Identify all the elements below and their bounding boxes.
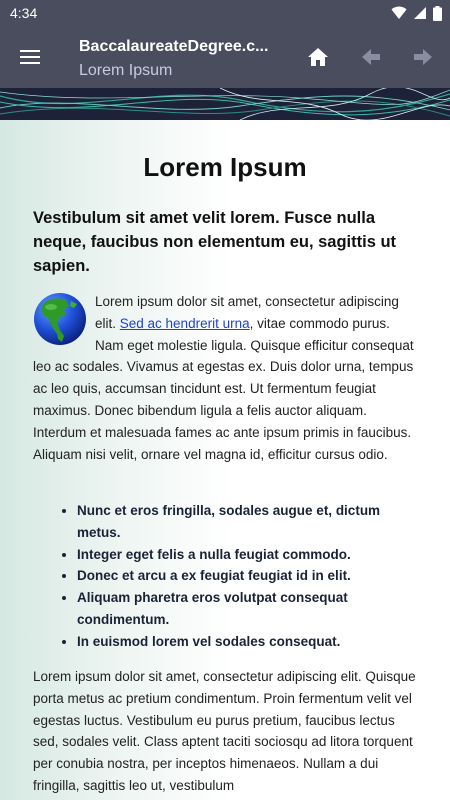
battery-icon (433, 6, 442, 21)
home-button[interactable] (305, 44, 331, 70)
intro-text-after: , vitae commodo purus. Nam eget molestie ligula. Quisque efficitur consequat leo ac sodales. Vivamus at egestas ex. Duis dolor urna, tempus ac leo quis, accumsan tincidunt est. Ut fermentum feugiat maximus. Donec bibendum ligula a felis auctor aliquam. Interdum et malesuada fames ac ante ipsum primis in faucibus. Aliquam nisi velit, ornare vel magna id, efficitur cursus odio. (33, 315, 414, 462)
forward-button[interactable] (410, 44, 436, 70)
header-banner (0, 88, 450, 120)
menu-button[interactable] (18, 45, 42, 69)
app-title: BaccalaureateDegree.c... (79, 38, 269, 55)
arrow-right-icon (413, 48, 433, 66)
status-icons (391, 5, 442, 21)
app-subtitle: Lorem Ipsum (79, 62, 173, 79)
intro-paragraph (33, 291, 418, 465)
app-bar (0, 26, 450, 88)
list-item: • Integer eget felis a nulla feugiat commodo. (77, 544, 417, 566)
inline-link[interactable]: Sed ac hendrerit urna (119, 315, 250, 331)
list-item: • Donec et arcu a ex feugiat feugiat id in elit. (77, 565, 417, 587)
list-item: • Nunc et eros fringilla, sodales augue et, dictum metus. (77, 500, 417, 544)
status-bar (0, 0, 450, 26)
back-button[interactable] (358, 44, 384, 70)
page-title: Lorem Ipsum (143, 152, 307, 182)
intro-text-before: Lorem ipsum dolor sit amet, consectetur adipiscing elit. (95, 294, 399, 331)
app-bar-titles (79, 38, 289, 80)
globe-icon (33, 292, 87, 346)
lead-paragraph: Vestibulum sit amet velit lorem. Fusce nulla neque, faucibus non elementum eu, sagittis ut sapien. (33, 209, 397, 275)
bullet-list (55, 500, 417, 653)
hamburger-menu-icon (18, 45, 42, 69)
list-item: • In euismod lorem vel sodales consequat. (77, 631, 417, 653)
home-icon (307, 47, 329, 67)
wifi-icon (391, 6, 407, 20)
status-time: 4:34 (10, 5, 38, 21)
list-item: • Aliquam pharetra eros volutpat consequat condimentum. (77, 587, 417, 631)
wave-pattern (0, 88, 450, 120)
article-content (0, 120, 450, 800)
cell-signal-icon (413, 6, 427, 20)
body-paragraph: Lorem ipsum dolor sit amet, consectetur adipiscing elit. Quisque porta metus ac pretium condimentum. Proin fermentum velit vel egestas luctus. Vestibulum eu purus pretium, faucibus lectus sed, sodales velit. Class aptent taciti sociosqu ad litora torquent per conubia nostra, per inceptos himenaeos. Nullam a dui fringilla, sagittis leo ut, vestibulum (33, 669, 416, 793)
arrow-left-icon (361, 48, 381, 66)
